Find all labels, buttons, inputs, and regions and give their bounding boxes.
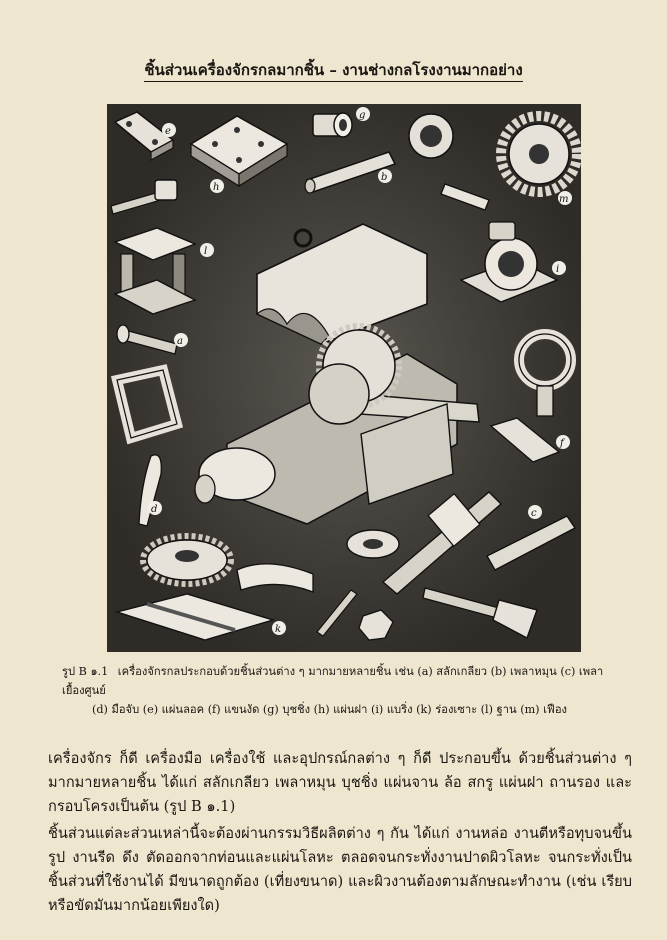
caption-line-2: (d) มือจับ (e) แผ่นลอค (f) แขนงัด (g) บุชชิ่ง (h) แผ่นฝา (i) แบริ่ง (k) ร่องเซาะ (l) ฐาน (m) เฟือง [92, 703, 568, 716]
body-paragraph-1: เครื่องจักร ก็ดี เครื่องมือ เครื่องใช้ และอุปกรณ์กลต่าง ๆ ก็ดี ประกอบขึ้น ด้วยชิ้นส่วนต่าง ๆ มากมายหลายชิ้น ได้แก่ สลักเกลียว เพลาหมุน บุชชิ่ง แผ่นจาน ล้อ สกรู แผ่นฝา ถานรอง และกรอบโครงเป็นต้น (รูป B ๑.1) [48, 749, 632, 815]
label-b: b [381, 172, 388, 183]
body-paragraph-2: ชิ้นส่วนแต่ละส่วนเหล่านี้จะต้องผ่านกรรมวิธีผลิตต่าง ๆ กัน ได้แก่ งานหล่อ งานตีหรือทุบจนขึ้นรูป งานรีด ดึง ตัดออกจากท่อนและแผ่นโลหะ ตลอดจนกระทั่งงานปาดผิวโลหะ จนกระทั่งเป็นชิ้นส่วนที่ใช้งานได้ มีขนาดถูกต้อง (เที่ยงขนาด) และผิวงานต้องตามลักษณะทำงาน (เช่น เรียบหรือขัดมันมากน้อยเพียงใด) [48, 824, 632, 914]
page-heading [0, 58, 667, 82]
label-g: g [359, 110, 366, 121]
bushing-part [313, 113, 352, 137]
ring-nut-part [409, 114, 453, 158]
page-heading-text: ชิ้นส่วนเครื่องจักรกลมากชิ้น – งานช่างกลโรงงานมากอย่าง [144, 61, 522, 82]
label-l: l [204, 246, 208, 257]
caption-line-1: เครื่องจักรกลประกอบด้วยชิ้นส่วนต่าง ๆ มากมายหลายชิ้น เช่น (a) สลักเกลียว (b) เพลาหมุน (c) เพลาเยื้องศูนย์ [62, 665, 604, 697]
figure-caption [62, 662, 622, 719]
machine-parts-illustration [107, 104, 581, 652]
label-e: e [165, 126, 171, 137]
label-d: d [151, 504, 158, 515]
figure-number: รูป B ๑.1 [62, 665, 109, 678]
label-h: h [213, 182, 220, 193]
label-c: c [531, 508, 537, 519]
label-a: a [177, 336, 183, 347]
label-k: k [275, 624, 282, 635]
label-f: f [560, 438, 564, 449]
label-i: i [556, 264, 560, 275]
label-m: m [559, 194, 569, 205]
collar-part [347, 530, 399, 558]
